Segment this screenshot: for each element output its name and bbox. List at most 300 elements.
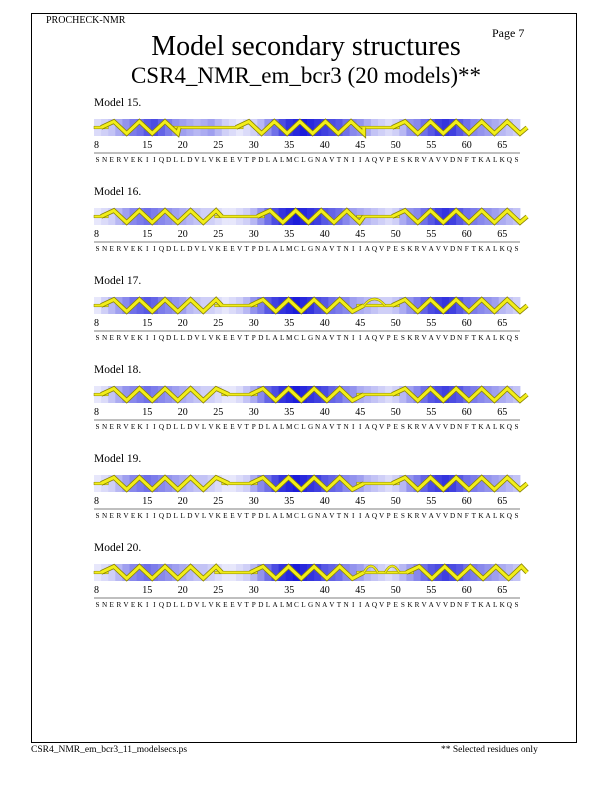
residue-tick-label: 65 — [497, 585, 508, 596]
residue-letter: R — [414, 512, 420, 520]
residue-letter: L — [301, 512, 306, 520]
residue-letter: V — [194, 334, 200, 342]
residue-letter: K — [137, 512, 143, 520]
residue-letter: V — [208, 156, 214, 164]
residue-tick-label: 8 — [94, 496, 99, 507]
residue-letter: L — [279, 512, 285, 520]
residue-tick-label: 55 — [426, 229, 437, 240]
residue-letter: V — [435, 245, 441, 253]
residue-letter: D — [165, 601, 172, 609]
residue-letter: P — [251, 601, 256, 609]
residue-letter: E — [393, 245, 398, 253]
residue-letter: K — [499, 601, 505, 609]
model-panel — [0, 453, 612, 541]
residue-tick-label: 35 — [284, 318, 295, 329]
residue-letter: E — [223, 334, 228, 342]
residue-letter: R — [414, 423, 420, 431]
residue-letter: I — [359, 334, 362, 342]
residue-letter: I — [359, 512, 362, 520]
residue-letter: T — [244, 245, 249, 253]
residue-letter: K — [215, 334, 221, 342]
residue-letter: S — [95, 156, 100, 164]
residue-letter: D — [449, 512, 456, 520]
residue-letter: V — [123, 156, 129, 164]
residue-letter: D — [258, 423, 264, 431]
residue-tick-label: 45 — [355, 229, 366, 240]
model-structure-plot — [0, 275, 612, 363]
residue-letter: D — [187, 156, 193, 164]
residue-letter: T — [244, 423, 249, 431]
residue-letter: V — [123, 245, 129, 253]
residue-letter: S — [95, 245, 100, 253]
model-title: Model 16. — [94, 186, 142, 198]
model-structure-plot — [0, 186, 612, 274]
residue-letter: I — [153, 423, 156, 431]
residue-letter: L — [301, 601, 306, 609]
residue-letter: D — [165, 245, 172, 253]
residue-letter: V — [442, 156, 449, 164]
residue-letter: A — [272, 245, 278, 253]
residue-letter: C — [293, 245, 299, 253]
residue-letter: F — [464, 334, 469, 342]
residue-letter: L — [180, 156, 185, 164]
residue-letter: K — [499, 512, 505, 520]
residue-letter: I — [153, 245, 156, 253]
residue-letter: F — [464, 512, 469, 520]
residue-tick-label: 45 — [355, 585, 366, 596]
residue-letter: N — [102, 512, 108, 520]
residue-tick-label: 60 — [461, 496, 472, 507]
residue-letter: R — [116, 334, 122, 342]
residue-letter: I — [359, 156, 362, 164]
residue-letter: D — [165, 512, 172, 520]
residue-letter: P — [386, 601, 391, 609]
residue-tick-label: 15 — [142, 140, 153, 151]
residue-letter: R — [116, 512, 122, 520]
residue-letter: T — [471, 423, 477, 431]
residue-letter: K — [407, 245, 413, 253]
residue-letter: I — [351, 512, 355, 520]
residue-letter: V — [435, 512, 441, 520]
residue-letter: T — [336, 512, 342, 520]
residue-letter: A — [322, 512, 328, 520]
residue-letter: A — [428, 334, 434, 342]
residue-letter: R — [414, 245, 420, 253]
residue-letter: L — [180, 512, 185, 520]
residue-letter: N — [457, 156, 463, 164]
residue-letter: K — [137, 601, 143, 609]
residue-letter: N — [102, 601, 108, 609]
residue-tick-label: 30 — [248, 229, 259, 240]
residue-letter: T — [336, 334, 342, 342]
residue-letter: N — [315, 156, 321, 164]
residue-letter: A — [485, 245, 491, 253]
residue-letter: L — [265, 512, 271, 520]
residue-letter: P — [386, 245, 391, 253]
model-panel — [0, 275, 612, 363]
residue-tick-label: 55 — [426, 496, 437, 507]
residue-letter: Q — [158, 156, 165, 164]
residue-letter: S — [400, 601, 405, 609]
residue-tick-label: 35 — [284, 496, 295, 507]
residue-letter: K — [478, 334, 484, 342]
residue-letter: A — [272, 156, 278, 164]
residue-letter: N — [457, 601, 463, 609]
residue-letter: N — [315, 423, 321, 431]
residue-letter: V — [329, 245, 335, 253]
residue-letter: V — [421, 156, 427, 164]
residue-letter: L — [265, 601, 271, 609]
model-structure-plot — [0, 364, 612, 452]
residue-letter: V — [421, 245, 427, 253]
residue-letter: L — [301, 334, 306, 342]
residue-letter: V — [208, 512, 214, 520]
residue-letter: E — [223, 245, 228, 253]
residue-letter: V — [421, 423, 427, 431]
residue-letter: I — [351, 601, 355, 609]
residue-letter: D — [165, 423, 172, 431]
residue-letter: D — [258, 512, 264, 520]
residue-letter: S — [95, 334, 100, 342]
residue-letter: R — [414, 156, 420, 164]
residue-tick-label: 45 — [355, 318, 366, 329]
residue-tick-label: 50 — [390, 407, 401, 418]
residue-letter: A — [364, 245, 370, 253]
residue-letter: A — [428, 601, 434, 609]
residue-letter: T — [336, 156, 342, 164]
residue-letter: P — [386, 156, 391, 164]
residue-tick-label: 20 — [177, 407, 188, 418]
residue-letter: D — [449, 334, 456, 342]
residue-letter: S — [514, 334, 519, 342]
residue-letter: P — [251, 423, 256, 431]
residue-letter: T — [336, 601, 342, 609]
residue-tick-label: 35 — [284, 585, 295, 596]
residue-letter: G — [307, 245, 314, 253]
residue-letter: Q — [371, 423, 378, 431]
residue-letter: L — [201, 601, 207, 609]
residue-letter: L — [265, 156, 271, 164]
residue-tick-label: 25 — [213, 585, 224, 596]
residue-letter: M — [286, 512, 293, 520]
residue-letter: I — [153, 601, 156, 609]
residue-letter: K — [407, 512, 413, 520]
model-structure-plot — [0, 453, 612, 541]
residue-letter: C — [293, 601, 299, 609]
residue-letter: L — [301, 423, 306, 431]
residue-letter: C — [293, 334, 299, 342]
residue-letter: E — [223, 156, 228, 164]
residue-letter: K — [137, 156, 143, 164]
coil-segment — [172, 126, 243, 129]
residue-letter: A — [272, 601, 278, 609]
residue-letter: V — [378, 423, 385, 431]
residue-tick-label: 65 — [497, 407, 508, 418]
page-subtitle: CSR4_NMR_em_bcr3 (20 models)** — [130, 63, 482, 88]
residue-letter: A — [364, 423, 370, 431]
residue-letter: E — [230, 601, 235, 609]
residue-letter: D — [258, 156, 264, 164]
residue-letter: N — [457, 334, 463, 342]
residue-tick-label: 25 — [213, 407, 224, 418]
residue-letter: S — [400, 245, 405, 253]
model-structure-plot — [0, 542, 612, 630]
residue-letter: E — [109, 245, 114, 253]
residue-letter: Q — [371, 334, 378, 342]
residue-letter: R — [116, 245, 122, 253]
residue-letter: V — [378, 334, 385, 342]
residue-letter: N — [457, 423, 463, 431]
residue-letter: S — [514, 156, 519, 164]
residue-tick-label: 60 — [461, 318, 472, 329]
residue-letter: V — [435, 601, 441, 609]
residue-tick-label: 65 — [497, 318, 508, 329]
residue-letter: V — [442, 245, 449, 253]
residue-letter: V — [236, 245, 243, 253]
residue-tick-label: 45 — [355, 407, 366, 418]
residue-tick-label: 50 — [390, 318, 401, 329]
residue-letter: T — [244, 334, 249, 342]
residue-letter: V — [421, 601, 427, 609]
residue-tick-label: 15 — [142, 585, 153, 596]
residue-letter: T — [244, 156, 249, 164]
residue-letter: L — [173, 512, 178, 520]
residue-letter: L — [492, 512, 498, 520]
residue-letter: E — [223, 601, 228, 609]
residue-letter: E — [130, 334, 136, 342]
residue-letter: G — [307, 156, 314, 164]
residue-letter: M — [286, 601, 293, 609]
residue-tick-label: 15 — [142, 496, 153, 507]
residue-letter: K — [407, 423, 413, 431]
residue-letter: G — [307, 334, 314, 342]
residue-letter: G — [307, 423, 314, 431]
residue-letter: V — [123, 601, 129, 609]
residue-letter: D — [449, 601, 456, 609]
residue-letter: A — [485, 334, 491, 342]
residue-letter: L — [173, 334, 178, 342]
residue-letter: L — [201, 156, 207, 164]
residue-letter: A — [428, 512, 434, 520]
residue-letter: L — [492, 156, 498, 164]
model-title: Model 17. — [94, 275, 142, 287]
residue-letter: K — [478, 512, 484, 520]
residue-tick-label: 35 — [284, 407, 295, 418]
residue-letter: K — [215, 156, 221, 164]
residue-letter: S — [400, 512, 405, 520]
residue-letter: P — [251, 156, 256, 164]
residue-letter: A — [322, 601, 328, 609]
residue-letter: P — [386, 334, 391, 342]
residue-letter: D — [449, 423, 456, 431]
residue-tick-label: 45 — [355, 140, 366, 151]
residue-letter: D — [258, 245, 264, 253]
residue-letter: K — [499, 245, 505, 253]
residue-letter: L — [301, 156, 306, 164]
residue-letter: G — [307, 512, 314, 520]
residue-letter: A — [364, 601, 370, 609]
residue-letter: T — [471, 245, 477, 253]
residue-letter: Q — [158, 334, 165, 342]
residue-letter: I — [146, 245, 149, 253]
residue-letter: T — [471, 601, 477, 609]
residue-letter: L — [492, 334, 498, 342]
residue-letter: C — [293, 512, 299, 520]
residue-tick-label: 20 — [177, 496, 188, 507]
footer-filename: CSR4_NMR_em_bcr3_11_modelsecs.ps — [31, 745, 188, 755]
residue-letter: K — [137, 245, 143, 253]
residue-letter: D — [165, 156, 172, 164]
residue-letter: E — [109, 512, 114, 520]
residue-letter: V — [442, 512, 449, 520]
residue-tick-label: 65 — [497, 229, 508, 240]
residue-letter: A — [485, 512, 491, 520]
residue-letter: E — [109, 156, 114, 164]
residue-letter: K — [407, 156, 413, 164]
residue-letter: V — [435, 423, 441, 431]
residue-letter: E — [223, 423, 228, 431]
residue-letter: V — [194, 423, 200, 431]
residue-tick-label: 55 — [426, 585, 437, 596]
residue-letter: S — [514, 423, 519, 431]
residue-letter: I — [359, 423, 362, 431]
residue-letter: C — [293, 156, 299, 164]
residue-letter: V — [421, 334, 427, 342]
residue-tick-label: 40 — [319, 229, 330, 240]
residue-letter: A — [322, 423, 328, 431]
residue-letter: S — [514, 512, 519, 520]
residue-letter: E — [109, 601, 114, 609]
residue-letter: A — [272, 423, 278, 431]
residue-letter: I — [146, 601, 149, 609]
residue-letter: A — [485, 601, 491, 609]
residue-letter: E — [230, 423, 235, 431]
residue-letter: E — [393, 512, 398, 520]
residue-letter: A — [322, 156, 328, 164]
residue-letter: A — [364, 156, 370, 164]
residue-letter: V — [378, 156, 385, 164]
residue-letter: V — [329, 423, 335, 431]
residue-letter: K — [478, 156, 484, 164]
residue-tick-label: 25 — [213, 229, 224, 240]
residue-tick-label: 50 — [390, 140, 401, 151]
residue-letter: E — [109, 423, 114, 431]
residue-letter: S — [400, 334, 405, 342]
residue-letter: T — [336, 245, 342, 253]
residue-letter: V — [329, 334, 335, 342]
residue-letter: P — [386, 423, 391, 431]
residue-letter: Q — [506, 512, 512, 520]
residue-tick-label: 15 — [142, 318, 153, 329]
residue-tick-label: 8 — [94, 140, 99, 151]
residue-letter: T — [244, 601, 249, 609]
residue-letter: L — [201, 334, 207, 342]
residue-letter: V — [442, 601, 449, 609]
residue-letter: E — [130, 423, 136, 431]
model-structure-plot — [0, 97, 612, 185]
residue-letter: Q — [158, 512, 165, 520]
residue-letter: V — [236, 512, 243, 520]
residue-letter: D — [187, 512, 193, 520]
residue-tick-label: 8 — [94, 407, 99, 418]
residue-letter: V — [123, 423, 129, 431]
residue-letter: V — [123, 512, 129, 520]
residue-letter: D — [187, 423, 193, 431]
residue-tick-label: 65 — [497, 496, 508, 507]
residue-letter: V — [442, 423, 449, 431]
residue-letter: N — [457, 245, 463, 253]
model-title: Model 20. — [94, 542, 142, 554]
residue-letter: L — [279, 334, 285, 342]
residue-letter: L — [201, 245, 207, 253]
residue-letter: N — [343, 156, 349, 164]
residue-letter: M — [286, 156, 293, 164]
page-title: Model secondary structures — [151, 31, 461, 62]
residue-letter: R — [414, 334, 420, 342]
residue-letter: K — [478, 245, 484, 253]
residue-letter: V — [208, 334, 214, 342]
residue-letter: I — [146, 334, 149, 342]
residue-letter: D — [449, 245, 456, 253]
residue-letter: A — [428, 156, 434, 164]
residue-tick-label: 65 — [497, 140, 508, 151]
residue-letter: I — [359, 245, 362, 253]
residue-letter: F — [464, 423, 469, 431]
residue-tick-label: 60 — [461, 407, 472, 418]
residue-letter: L — [173, 245, 178, 253]
residue-tick-label: 55 — [426, 407, 437, 418]
residue-tick-label: 30 — [248, 585, 259, 596]
residue-letter: I — [146, 512, 149, 520]
residue-letter: N — [315, 245, 321, 253]
residue-letter: D — [187, 601, 193, 609]
residue-letter: N — [343, 423, 349, 431]
residue-tick-label: 8 — [94, 229, 99, 240]
residue-tick-label: 30 — [248, 407, 259, 418]
model-panel — [0, 542, 612, 630]
residue-letter: L — [279, 423, 285, 431]
residue-letter: I — [153, 512, 156, 520]
residue-letter: L — [279, 156, 285, 164]
residue-letter: E — [230, 245, 235, 253]
residue-tick-label: 20 — [177, 318, 188, 329]
residue-letter: P — [251, 245, 256, 253]
residue-letter: N — [343, 245, 349, 253]
residue-letter: V — [442, 334, 449, 342]
residue-letter: L — [173, 601, 178, 609]
residue-letter: A — [428, 423, 434, 431]
residue-letter: A — [364, 334, 370, 342]
residue-tick-label: 40 — [319, 140, 330, 151]
residue-letter: V — [123, 334, 129, 342]
residue-letter: Q — [371, 512, 378, 520]
residue-tick-label: 50 — [390, 496, 401, 507]
residue-tick-label: 20 — [177, 585, 188, 596]
model-title: Model 18. — [94, 364, 142, 376]
residue-letter: V — [329, 512, 335, 520]
residue-tick-label: 40 — [319, 318, 330, 329]
page-number: Page 7 — [492, 26, 525, 40]
residue-letter: I — [351, 245, 355, 253]
residue-letter: V — [194, 156, 200, 164]
residue-letter: T — [471, 512, 477, 520]
residue-letter: M — [286, 245, 293, 253]
residue-letter: Q — [158, 423, 165, 431]
residue-letter: M — [286, 334, 293, 342]
residue-letter: R — [116, 423, 122, 431]
residue-letter: F — [464, 156, 469, 164]
residue-tick-label: 30 — [248, 496, 259, 507]
